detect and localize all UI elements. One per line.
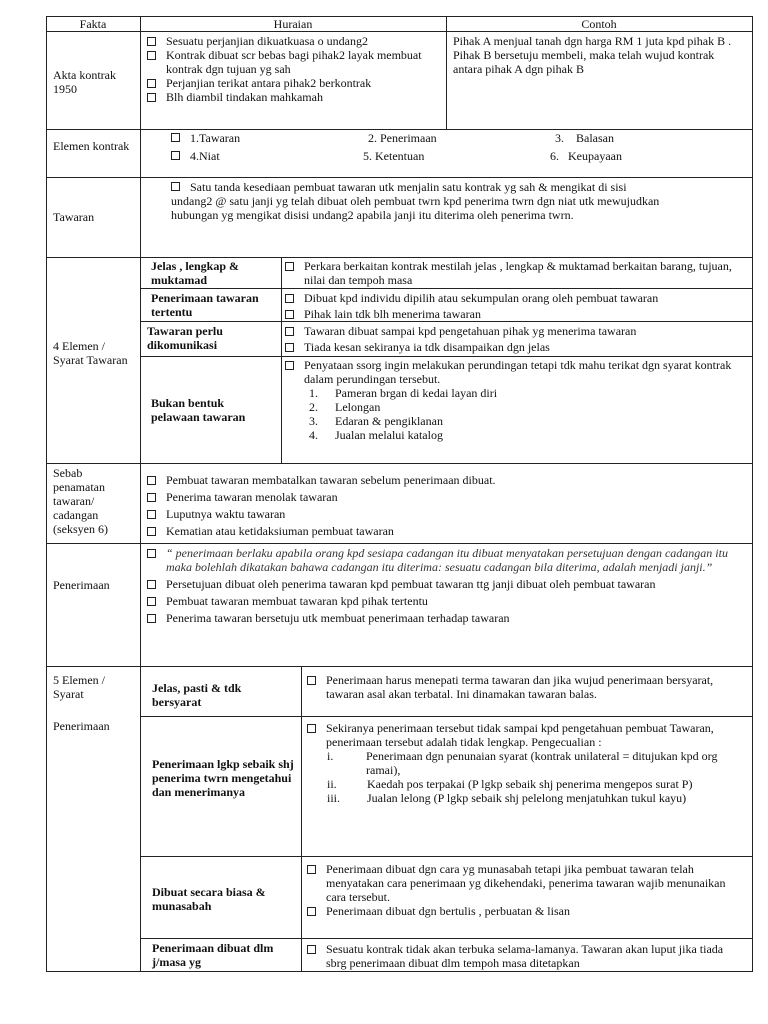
syarat-penerimaan-desc-2 [307, 721, 745, 805]
list-item: Perkara berkaitan kontrak mestilah jelas , lengkap & muktamad berkaitan barang, tujuan, nilai dan tempoh masa [285, 259, 745, 287]
list-item: Penerimaan dibuat dgn cara yg munasabah tetapi jika pembuat tawaran telah menyatakan cara penerimaan yg dikehendaki, penerima tawaran wajib menunaikan cara tersebut. [307, 862, 745, 904]
syarat-tawaran-title-2: Penerimaan tawaran tertentu [151, 291, 259, 319]
checkbox-icon [285, 343, 294, 352]
syarat-tawaran-desc-1 [285, 259, 745, 287]
list-item: ii. Kaedah pos terpakai (P lgkp sebaik shj penerima mengepos surat P) [327, 777, 693, 791]
elemen-label: Elemen kontrak [53, 139, 130, 153]
checkbox-icon [285, 294, 294, 303]
elemen-item-2: 2. Penerimaan [368, 131, 437, 145]
list-item: Sesuatu kontrak tidak akan terbuka selama-lamanya. Tawaran akan luput jika tiada sbrg penerimaan dibuat dlm tempoh masa ditetapkan [307, 942, 745, 970]
checkbox-icon [307, 676, 316, 685]
checkbox-icon [285, 361, 294, 370]
syarat-tawaran-title-4: Bukan bentuk pelawaan tawaran [151, 396, 246, 424]
list-item: Luputnya waktu tawaran [147, 507, 742, 521]
syarat-penerimaan-title-3: Dibuat secara biasa & munasabah [152, 885, 266, 913]
header-huraian: Huraian [273, 17, 313, 31]
header-fakta: Fakta [79, 17, 107, 31]
sebab-items [147, 473, 742, 538]
checkbox-icon [307, 865, 316, 874]
sebab-label: Sebab penamatan tawaran/ cadangan (seksyen 6) [53, 466, 108, 536]
akta-items [147, 34, 442, 104]
tawaran-definition: Satu tanda kesediaan pembuat tawaran utk menjalin satu kontrak yg sah & mengikat di sisi undang2 @ satu janji yg telah dibuat oleh pembuat twrn kpd penerima twrn dgn niat utk mewujudkan hubungan yg mengikat disisi undang2 apabila janji itu diterima oleh penerima twrn. [171, 180, 660, 222]
syarat-penerimaan-desc-1 [307, 673, 745, 701]
syarat-penerimaan-label-2: Penerimaan [53, 719, 110, 733]
akta-contoh: Pihak A menjual tanah dgn harga RM 1 juta kpd pihak B . Pihak B bersetuju membeli, maka telah wujud kontrak antara pihak A dgn pihak B [453, 34, 732, 76]
syarat-penerimaan-title-4: Penerimaan dibuat dlm j/masa yg [152, 941, 274, 969]
checkbox-icon [147, 580, 156, 589]
syarat-tawaran-title-1: Jelas , lengkap & muktamad [151, 259, 240, 287]
checkbox-icon [147, 549, 156, 558]
checkbox-icon [285, 327, 294, 336]
list-item: Sesuatu perjanjian dikuatkuasa o undang2 [147, 34, 442, 48]
syarat-tawaran-desc-4 [285, 358, 745, 442]
syarat-tawaran-label: 4 Elemen / Syarat Tawaran [53, 339, 128, 367]
checkbox-icon [307, 945, 316, 954]
akta-label: Akta kontrak 1950 [53, 68, 116, 96]
list-item: Sekiranya penerimaan tersebut tidak sampai kpd pengetahuan pembuat Tawaran, penerimaan tersebut adalah tidak lengkap. Pengecualian : [307, 721, 745, 749]
list-item: Persetujuan dibuat oleh penerima tawaran kpd pembuat tawaran ttg janji dibuat oleh pembuat tawaran [147, 577, 742, 591]
list-item: Penerimaan dibuat dgn bertulis , perbuatan & lisan [307, 904, 745, 918]
list-item: Penerima tawaran bersetuju utk membuat penerimaan terhadap tawaran [147, 611, 742, 625]
list-item: Kematian atau ketidaksiuman pembuat tawaran [147, 524, 742, 538]
list-item: Tawaran dibuat sampai kpd pengetahuan pihak yg menerima tawaran [285, 324, 745, 338]
list-item: 2. Lelongan [309, 400, 381, 414]
checkbox-icon [285, 262, 294, 271]
checkbox-icon [147, 614, 156, 623]
list-item: Dibuat kpd individu dipilih atau sekumpulan orang oleh pembuat tawaran [285, 291, 745, 305]
checkbox-icon [147, 597, 156, 606]
syarat-penerimaan-desc-3 [307, 862, 745, 918]
list-item: 3. Edaran & pengiklanan [309, 414, 443, 428]
elemen-item-6: 6. Keupayaan [550, 149, 622, 163]
list-item: Penerimaan harus menepati terma tawaran dan jika wujud penerimaan bersyarat, tawaran asal akan terbatal. Ini dinamakan tawaran balas. [307, 673, 745, 701]
list-item: Penyataan ssorg ingin melakukan perundingan tetapi tdk mahu terikat dgn syarat kontrak dalam perundingan tersebut. [285, 358, 745, 386]
checkbox-icon [285, 310, 294, 319]
syarat-penerimaan-title-2: Penerimaan lgkp sebaik shj penerima twrn mengetahui dan menerimanya [152, 757, 294, 799]
checkbox-icon [147, 510, 156, 519]
syarat-penerimaan-label: 5 Elemen / Syarat [53, 673, 105, 701]
list-item: 4. Jualan melalui katalog [309, 428, 443, 442]
checkbox-icon [171, 133, 180, 142]
tawaran-label: Tawaran [53, 210, 95, 224]
checkbox-icon [147, 37, 156, 46]
list-item: Pembuat tawaran membuat tawaran kpd pihak tertentu [147, 594, 742, 608]
penerimaan-quote: “ penerimaan berlaku apabila orang kpd sesiapa cadangan itu dibuat menyatakan persetujuan dengan cadangan itu maka bolehlah dikatakan bahawa cadangan itu diterima: sesuatu cadangan bila diterima, adalah menjadi janji.” [147, 546, 742, 574]
list-item: Tiada kesan sekiranya ia tdk disampaikan dgn jelas [285, 340, 745, 354]
list-item: Penerima tawaran menolak tawaran [147, 490, 742, 504]
elemen-item-3: 3. Balasan [555, 131, 614, 145]
checkbox-icon [307, 724, 316, 733]
elemen-item-4: 4.Niat [171, 149, 220, 163]
checkbox-icon [147, 93, 156, 102]
checkbox-icon [147, 493, 156, 502]
list-item: Perjanjian terikat antara pihak2 berkontrak [147, 76, 442, 90]
syarat-penerimaan-title-1: Jelas, pasti & tdk bersyarat [152, 681, 242, 709]
list-item: Pihak lain tdk blh menerima tawaran [285, 307, 745, 321]
elemen-item-5: 5. Ketentuan [363, 149, 425, 163]
elemen-item-1: 1.Tawaran [171, 131, 240, 145]
penerimaan-label: Penerimaan [53, 578, 110, 592]
checkbox-icon [147, 79, 156, 88]
penerimaan-items [147, 546, 742, 625]
checkbox-icon [307, 907, 316, 916]
list-item: Blh diambil tindakan mahkamah [147, 90, 442, 104]
checkbox-icon [147, 527, 156, 536]
checkbox-icon [171, 151, 180, 160]
list-item: Pembuat tawaran membatalkan tawaran sebelum penerimaan dibuat. [147, 473, 742, 487]
syarat-penerimaan-desc-4 [307, 942, 745, 970]
checkbox-icon [147, 476, 156, 485]
checkbox-icon [147, 51, 156, 60]
checkbox-icon [171, 182, 180, 191]
list-item: 1. Pameran brgan di kedai layan diri [309, 386, 498, 400]
header-contoh: Contoh [581, 17, 617, 31]
list-item: i. Penerimaan dgn penunaian syarat (kontrak unilateral = ditujukan kpd org ramai), [327, 749, 718, 777]
syarat-tawaran-desc-3 [285, 324, 745, 354]
list-item: iii. Jualan lelong (P lgkp sebaik shj pelelong menjatuhkan tukul kayu) [327, 791, 687, 805]
list-item: Kontrak dibuat scr bebas bagi pihak2 layak membuat kontrak dgn tujuan yg sah [147, 48, 442, 76]
syarat-tawaran-title-3: Tawaran perlu dikomunikasi [147, 324, 223, 352]
syarat-tawaran-desc-2 [285, 291, 745, 321]
